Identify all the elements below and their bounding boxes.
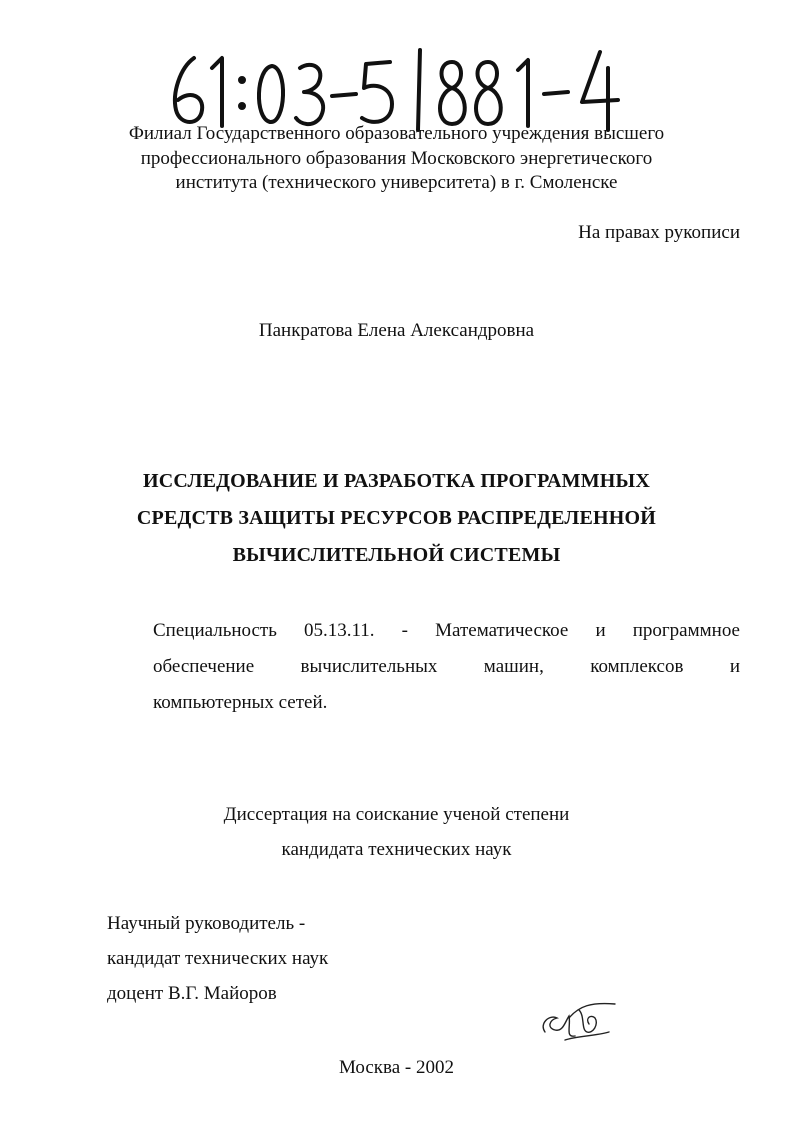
degree-statement <box>0 797 793 867</box>
supervisor-line: доцент В.Г. Майоров <box>107 983 277 1004</box>
institution-name <box>0 122 793 196</box>
specialty-block <box>153 613 740 721</box>
city-year: Москва - 2002 <box>338 1057 455 1078</box>
rights-note: На правах рукописи <box>578 222 740 243</box>
institution-line: института (технического университета) в г. Смоленске <box>175 172 618 193</box>
supervisor-line: Научный руководитель - <box>107 913 306 934</box>
title-line: СРЕДСТВ ЗАЩИТЫ РЕСУРСОВ РАСПРЕДЕЛЕННОЙ <box>136 507 657 529</box>
supervisor-block <box>107 906 328 1011</box>
title-line: ВЫЧИСЛИТЕЛЬНОЙ СИСТЕМЫ <box>232 544 561 566</box>
author-name: Панкратова Елена Александровна <box>258 320 535 341</box>
thesis-title <box>0 463 793 574</box>
handwritten-catalog-number <box>160 38 660 133</box>
specialty-line: Специальность 05.13.11. - Математическое и программное <box>153 620 740 641</box>
institution-line: Филиал Государственного образовательного учреждения высшего <box>128 123 665 144</box>
handwritten-signature <box>535 996 625 1046</box>
title-line: ИССЛЕДОВАНИЕ И РАЗРАБОТКА ПРОГРАММНЫХ <box>142 470 651 492</box>
supervisor-line: кандидат технических наук <box>107 948 329 969</box>
institution-line: профессионального образования Московского энергетического <box>140 147 653 169</box>
specialty-line: обеспечение вычислительных машин, комплексов и <box>153 656 740 677</box>
degree-line: Диссертация на соискание ученой степени <box>223 804 570 825</box>
degree-line: кандидата технических наук <box>281 839 512 860</box>
specialty-line: компьютерных сетей. <box>153 692 328 713</box>
